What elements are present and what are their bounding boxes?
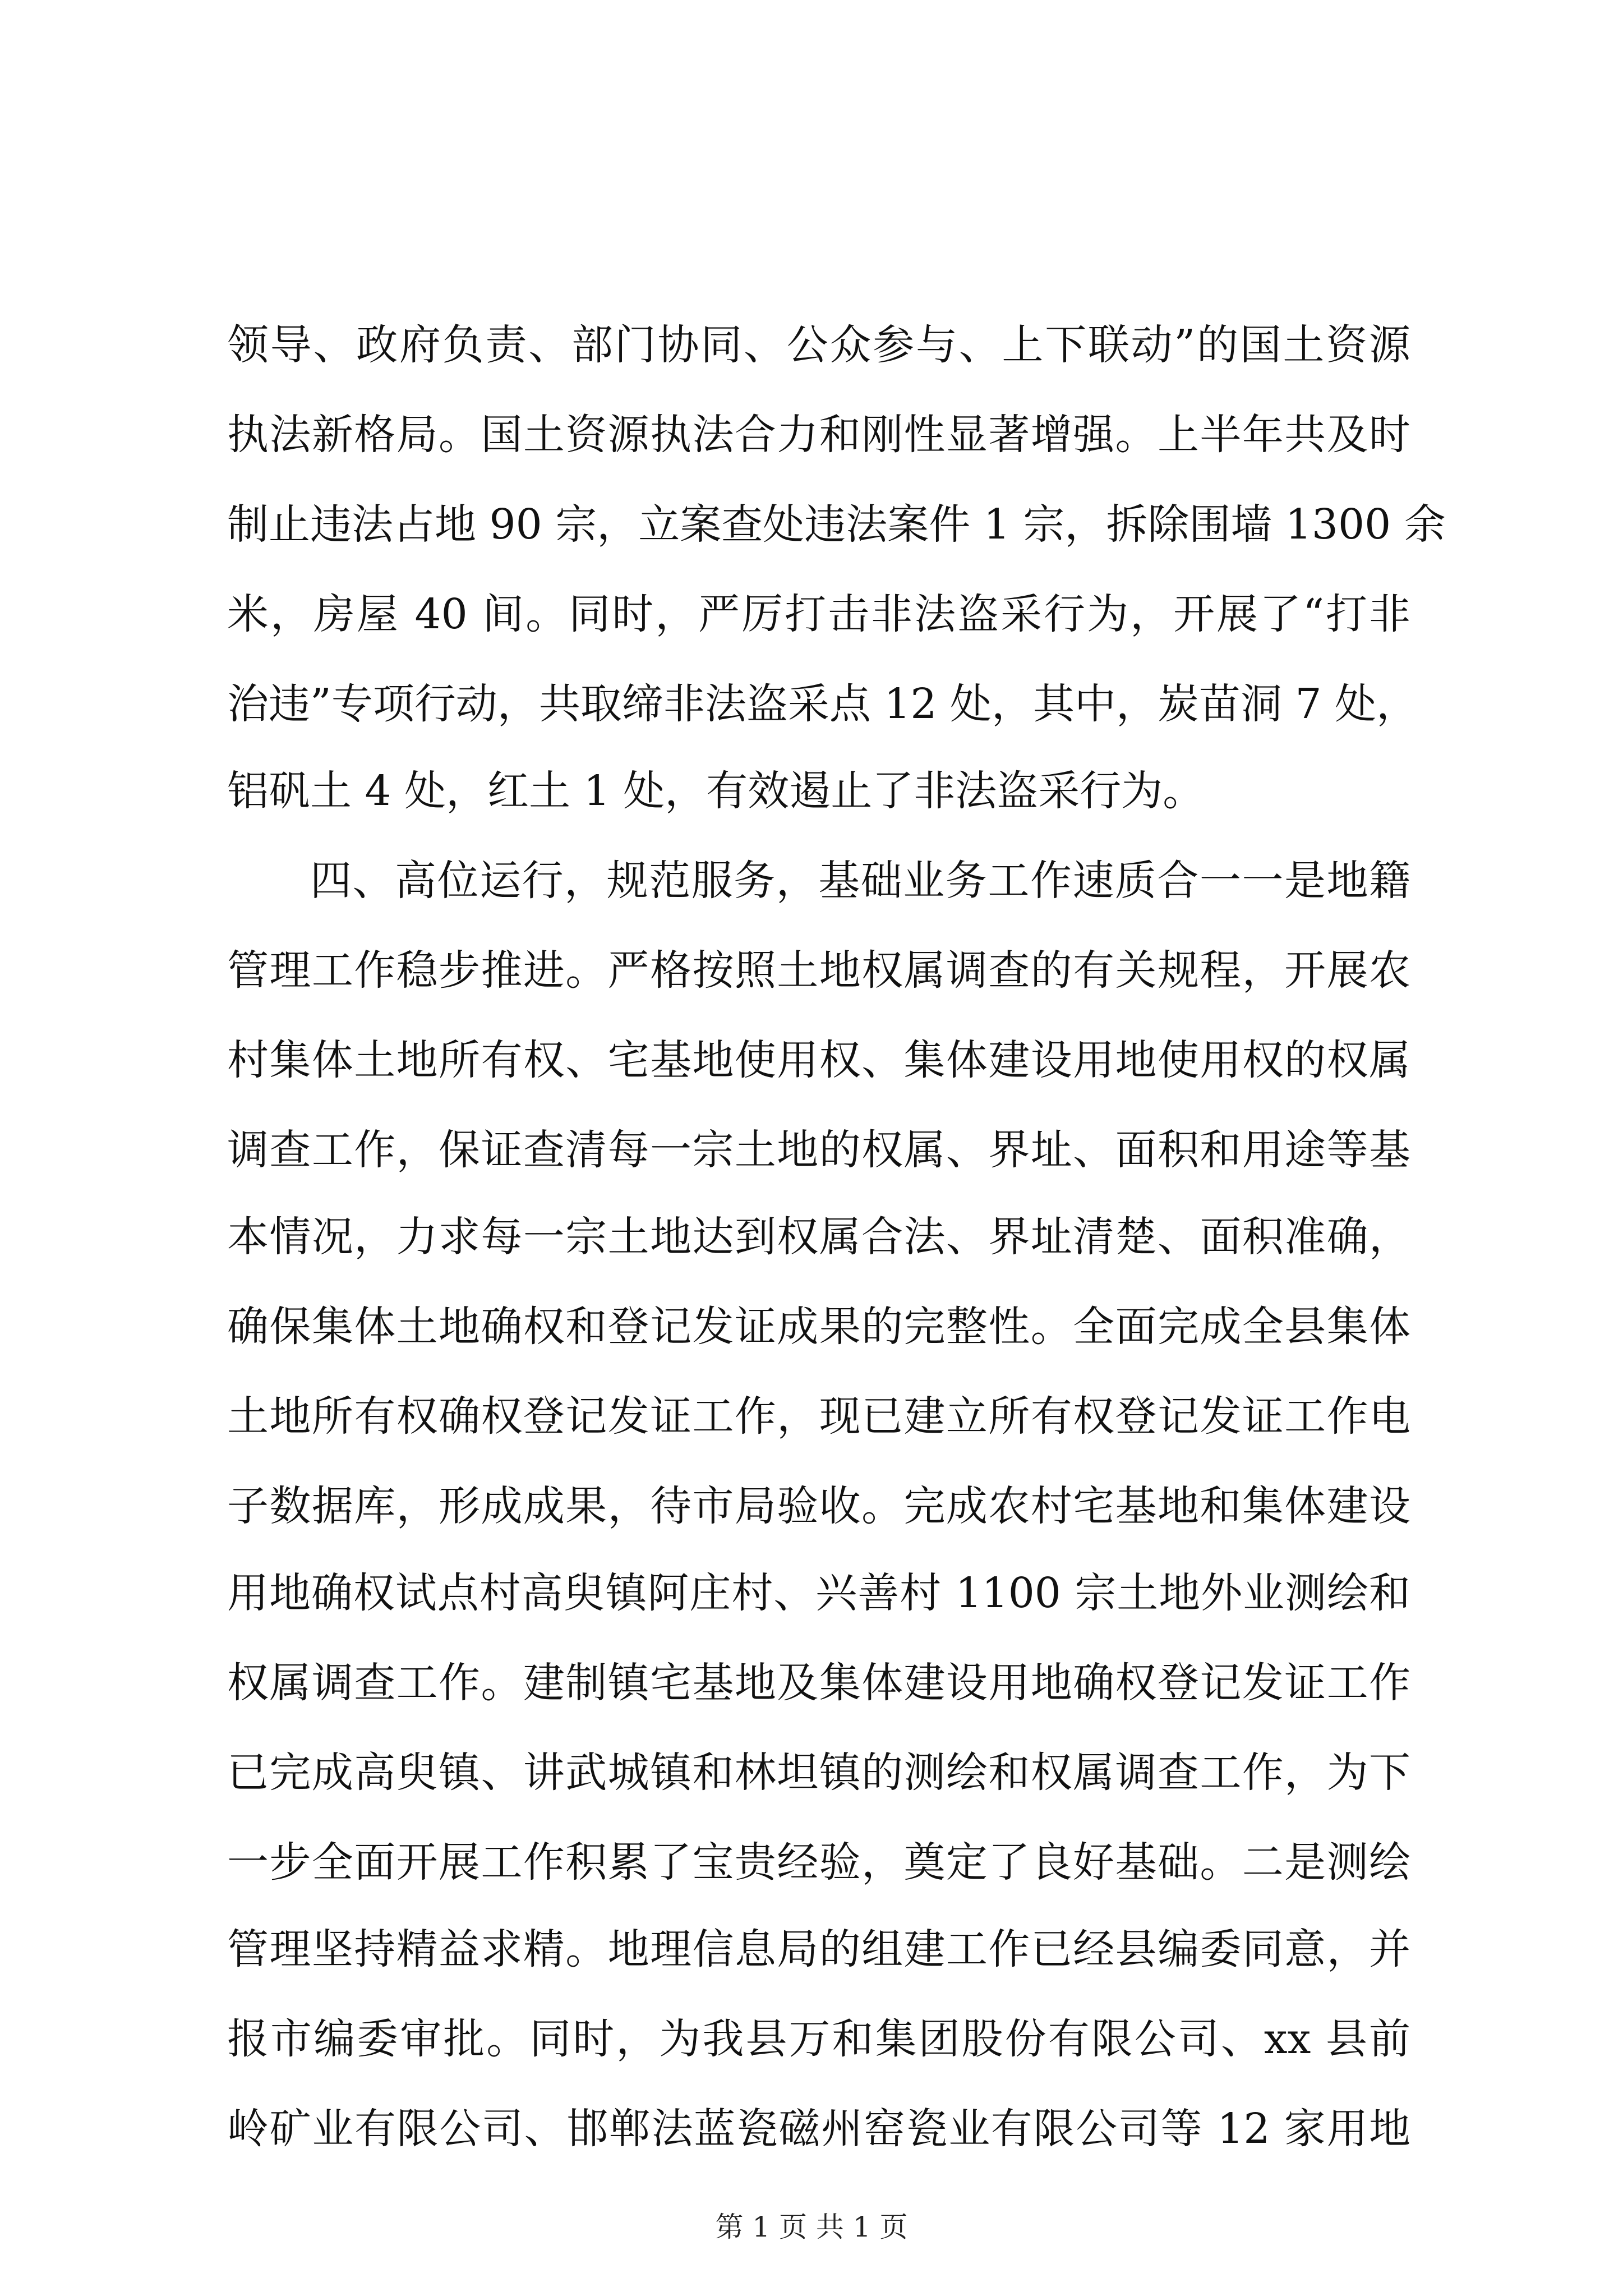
text-line-8: 管理工作稳步推进。严格按照土地权属调查的有关规程，开展农	[227, 946, 1410, 995]
text-line-14: 子数据库，形成成果，待市局验收。完成农村宅基地和集体建设	[227, 1482, 1410, 1530]
paragraph-start-line: 四、高位运行，规范服务，基础业务工作速质合一一是地籍	[310, 857, 1410, 905]
text-line-20: 报市编委审批。同时，为我县万和集团股份有限公司、xx 县前	[227, 2015, 1410, 2063]
text-line-6: 铝矾土 4 处，红土 1 处，有效遏止了非法盗采行为。	[227, 767, 1205, 815]
text-line-12: 确保集体土地确权和登记发证成果的完整性。全面完成全县集体	[227, 1303, 1410, 1351]
text-line-19: 管理坚持精益求精。地理信息局的组建工作已经县编委同意，并	[227, 1925, 1410, 1973]
text-line-4: 米，房屋 40 间。同时，严厉打击非法盗采行为，开展了“打非	[227, 590, 1410, 638]
text-line-21: 岭矿业有限公司、邯郸法蓝瓷磁州窑瓷业有限公司等 12 家用地	[227, 2105, 1410, 2153]
text-line-13: 土地所有权确权登记发证工作，现已建立所有权登记发证工作电	[227, 1392, 1410, 1441]
text-line-10: 调查工作，保证查清每一宗土地的权属、界址、面积和用途等基	[227, 1126, 1410, 1174]
text-line-1: 领导、政府负责、部门协同、公众参与、上下联动”的国土资源	[227, 321, 1410, 369]
text-line-9: 村集体土地所有权、宅基地使用权、集体建设用地使用权的权属	[227, 1036, 1410, 1084]
text-line-18: 一步全面开展工作积累了宝贵经验，奠定了良好基础。二是测绘	[227, 1838, 1410, 1887]
text-line-5: 治违”专项行动，共取缔非法盗采点 12 处，其中，炭苗洞 7 处，	[227, 680, 1418, 728]
text-line-16: 权属调查工作。建制镇宅基地及集体建设用地确权登记发证工作	[227, 1659, 1410, 1707]
text-line-17: 已完成高臾镇、讲武城镇和林坦镇的测绘和权属调查工作，为下	[227, 1749, 1410, 1797]
page-footer: 第 1 页 共 1 页	[715, 2211, 908, 2243]
text-line-3: 制止违法占地 90 宗，立案查处违法案件 1 宗，拆除围墙 1300 余	[227, 500, 1446, 549]
text-line-15: 用地确权试点村高臾镇阿庄村、兴善村 1100 宗土地外业测绘和	[227, 1569, 1410, 1617]
text-line-11: 本情况，力求每一宗土地达到权属合法、界址清楚、面积准确，	[227, 1213, 1410, 1261]
text-line-2: 执法新格局。国土资源执法合力和刚性显著增强。上半年共及时	[227, 411, 1410, 459]
